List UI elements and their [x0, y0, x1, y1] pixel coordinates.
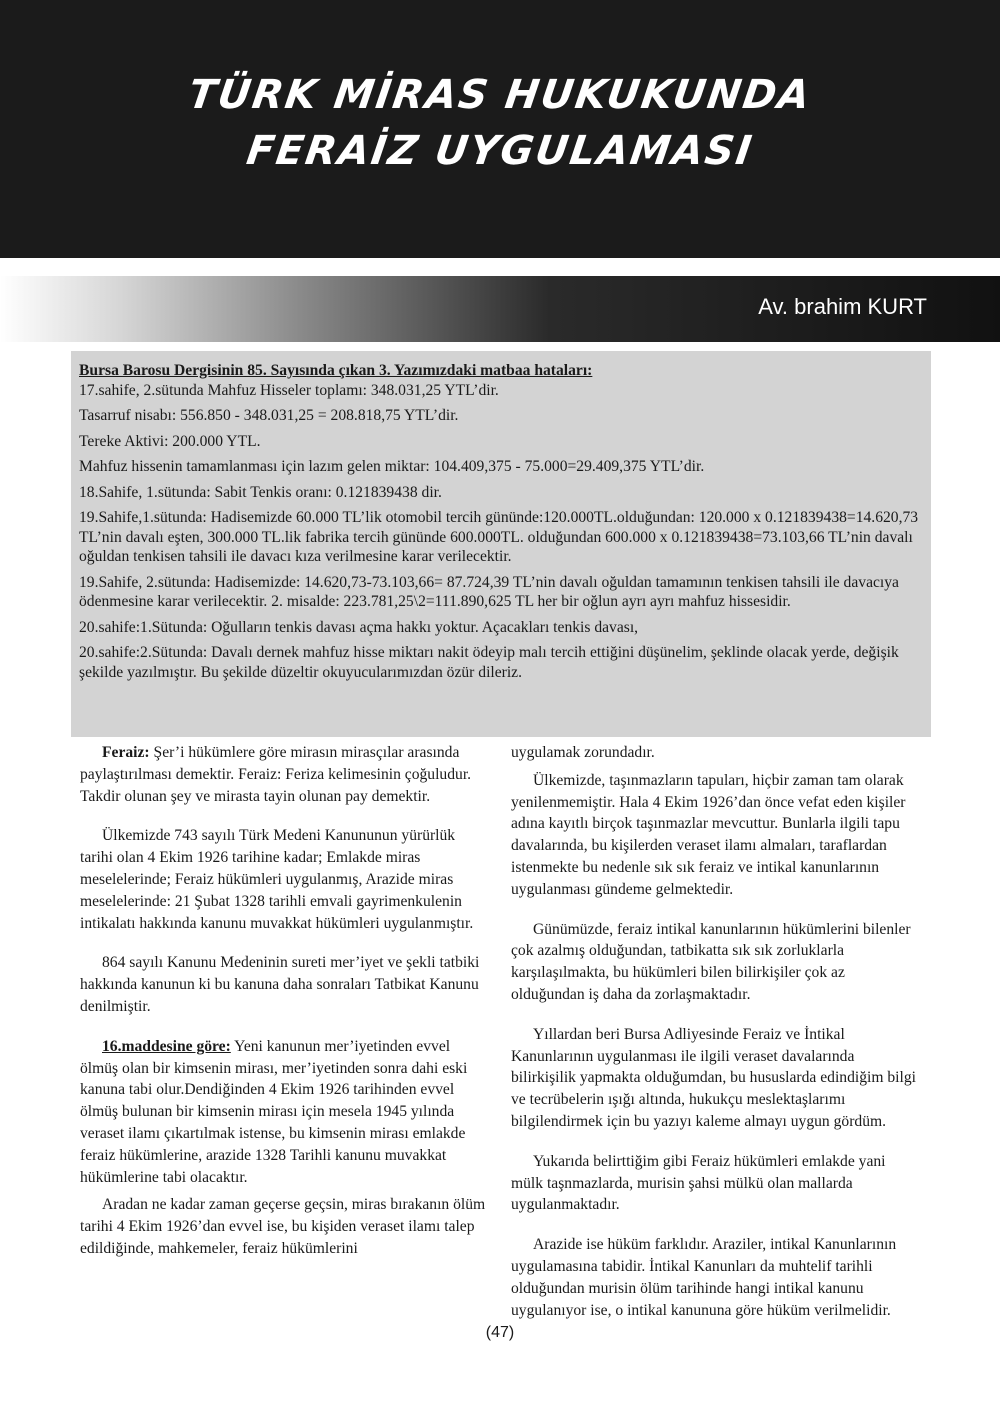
paragraph-text: Şer’i hükümlere göre mirasın mirasçılar arasında paylaştırılması demektir. Feraiz: Feriza kelimesinin çoğuludur. Takdir olunan şey ve mirasta tayin olunan pay demektir.	[80, 744, 472, 805]
paragraph: Aradan ne kadar zaman geçerse geçsin, miras bırakanın ölüm tarihi 4 Ekim 1926’dan evvel ise, bu kişiden veraset ilamı talep edildiğinde, mahkemeler, feraiz hükümlerini	[80, 1196, 486, 1257]
paragraph: Günümüzde, feraiz intikal kanunlarının hükümlerini bilenler çok azalmış olduğundan, tatbikatta sık sık zorluklarla karşılaşılmakta, bu hükümleri bilen bilirkişiler çok az olduğundan iş daha da zorlaşmaktadır.	[511, 920, 911, 1003]
author-name: Av. brahim KURT	[758, 294, 927, 319]
paragraph: Yıllardan beri Bursa Adliyesinde Feraiz ve İntikal Kanunlarının uygulanması ile ilgili veraset davalarında bilirkişilik yapmakta olduğumdan, bu hususlarda edindiğim bilgi ve tecrübelerin ışığı altında, hukukçu meslektaşlarımı bilgilendirmek için bu yazıyı kaleme almayı uygun gördüm.	[511, 1025, 916, 1130]
erratum-item: Tereke Aktivi: 200.000 YTL.	[79, 432, 261, 450]
erratum-heading: Bursa Barosu Dergisinin 85. Sayısında çıkan 3. Yazımızdaki matbaa hataları:	[79, 362, 593, 379]
erratum-item: Tasarruf nisabı: 556.850 - 348.031,25 = 208.818,75 YTL’dir.	[79, 407, 459, 424]
erratum-item: 20.sahife:2.Sütunda: Davalı dernek mahfuz hisse miktarı nakit ödeyip malı tercih ettiğini düşünelim, şeklinde olacak yerde, değişik şekilde yazılmıştır. Bu şekilde düzeltir okuyucularımızdan özür dileriz.	[79, 644, 899, 681]
erratum-item: Mahfuz hissenin tamamlanması için lazım gelen miktar: 104.409,375 - 75.000=29.409,375 YTL’dir.	[79, 458, 705, 475]
paragraph: Arazide ise hüküm farklıdır. Araziler, intikal Kanunlarının uygulamasına tabidir. İntikal Kanunları da muhtelif tarihli olduğundan murisin ölüm tarihinde hangi intikal kanunu uygulanıyor ise, o intikal kanununa göre hüküm verilmelidir.	[511, 1236, 897, 1319]
paragraph: 864 sayılı Kanunu Medeninin sureti mer’iyet ve şekli tatbiki hakkında kanunun ki bu kanuna daha sonraları Tatbikat Kanunu denilmiştir.	[80, 954, 480, 1015]
erratum-item: 20.sahife:1.Sütunda: Oğulların tenkis davası açma hakkı yoktur. Açacakları tenkis davası,	[79, 618, 639, 636]
erratum-item: 19.Sahife,1.sütunda: Hadisemizde 60.000 TL’lik otomobil tercih gününde:120.000TL.olduğundan: 120.000 x 0.121839438=14.620,73 TL’nin davalı eşten, 300.000 TL.lik fabrika tercih gününde 600.000TL. olduğundan 600.000 x 0.121839438=73.103,66 TL’nin davalı oğuldan tenkisen tahsili ile davacı kıza verilmesine karar verilecektir.	[79, 509, 919, 565]
article-title-line-2: FERAİZ UYGULAMASI	[243, 128, 757, 174]
left-column	[80, 742, 490, 1278]
article-title-line-1: TÜRK MİRAS HUKUKUNDA	[185, 72, 815, 118]
paragraph: Ülkemizde, taşınmazların tapuları, hiçbir zaman tam olarak yenilenmemiştir. Hala 4 Ekim 1926’dan önce vefat eden kişiler adına kayıtlı birçok taşınmazlar mevcuttur. Bunlarla ilgili tapu davalarında, bu kişilerden veraset ilamı almaları, taraflardan istenmekte bu nedenle sık sık feraiz ve intikal kanunlarının uygulanması gündeme gelmektedir.	[511, 771, 906, 898]
paragraph-text: Yeni kanunun mer’iyetinden evvel ölmüş olan bir kimsenin mirası, mer’iyetinden sonra dahi eski kanuna tabi olur.Dendiğinden 4 Ekim 1926 tarihinden evvel ölmüş bulunan bir kimsenin mirası için mesela 1945 yılında veraset ilamı çıkartılmak istense, bu kimsenin mirası emlakde feraiz hükümlerine, arazide 1328 Tarihli kanunu muvakkat hükümlerine tabi olacaktır.	[80, 1037, 468, 1186]
erratum-item: 18.Sahife, 1.sütunda: Sabit Tenkis oranı: 0.121839438 dir.	[79, 483, 442, 501]
term-article-16: 16.maddesine göre:	[102, 1037, 231, 1055]
erratum-item: 19.Sahife, 2.sütunda: Hadisemizde: 14.620,73-73.103,66= 87.724,39 TL’nin davalı oğuldan tamamının tenkisen tahsili ile davacıya ödenmesine karar verilecektir. 2. misalde: 223.781,25\2=111.890,625 TL her bir oğlun ayrı ayrı mahfuz hissesidir.	[79, 573, 899, 610]
paragraph-continuation: uygulamak zorundadır.	[511, 744, 655, 761]
erratum-box	[71, 351, 931, 737]
title-banner	[0, 0, 1000, 258]
paragraph: Yukarıda belirttiğim gibi Feraiz hükümleri emlakde yani mülk taşnmazlarda, murisin şahsi mülkü olan mallarda uygulanmaktadır.	[511, 1152, 886, 1214]
paragraph-feraiz-definition	[80, 742, 490, 807]
paragraph: Ülkemizde 743 sayılı Türk Medeni Kanununun yürürlük tarihi olan 4 Ekim 1926 tarihine kadar; Emlakde miras meselelerinde; Feraiz hükümleri uygulanmış, Arazide miras meselelerinde: 21 Şubat 1328 tarihli emvali gayrimenkulenin intikalatı hakkında kanunu muvakkat hükümleri uygulanmıştır.	[80, 827, 474, 932]
paragraph-article-16	[80, 1036, 490, 1189]
page-number: (47)	[485, 1324, 515, 1341]
right-column	[511, 742, 921, 1339]
erratum-item: 17.sahife, 2.sütunda Mahfuz Hisseler toplamı: 348.031,25 YTL’dir.	[79, 381, 499, 399]
term-feraiz: Feraiz:	[102, 744, 150, 761]
